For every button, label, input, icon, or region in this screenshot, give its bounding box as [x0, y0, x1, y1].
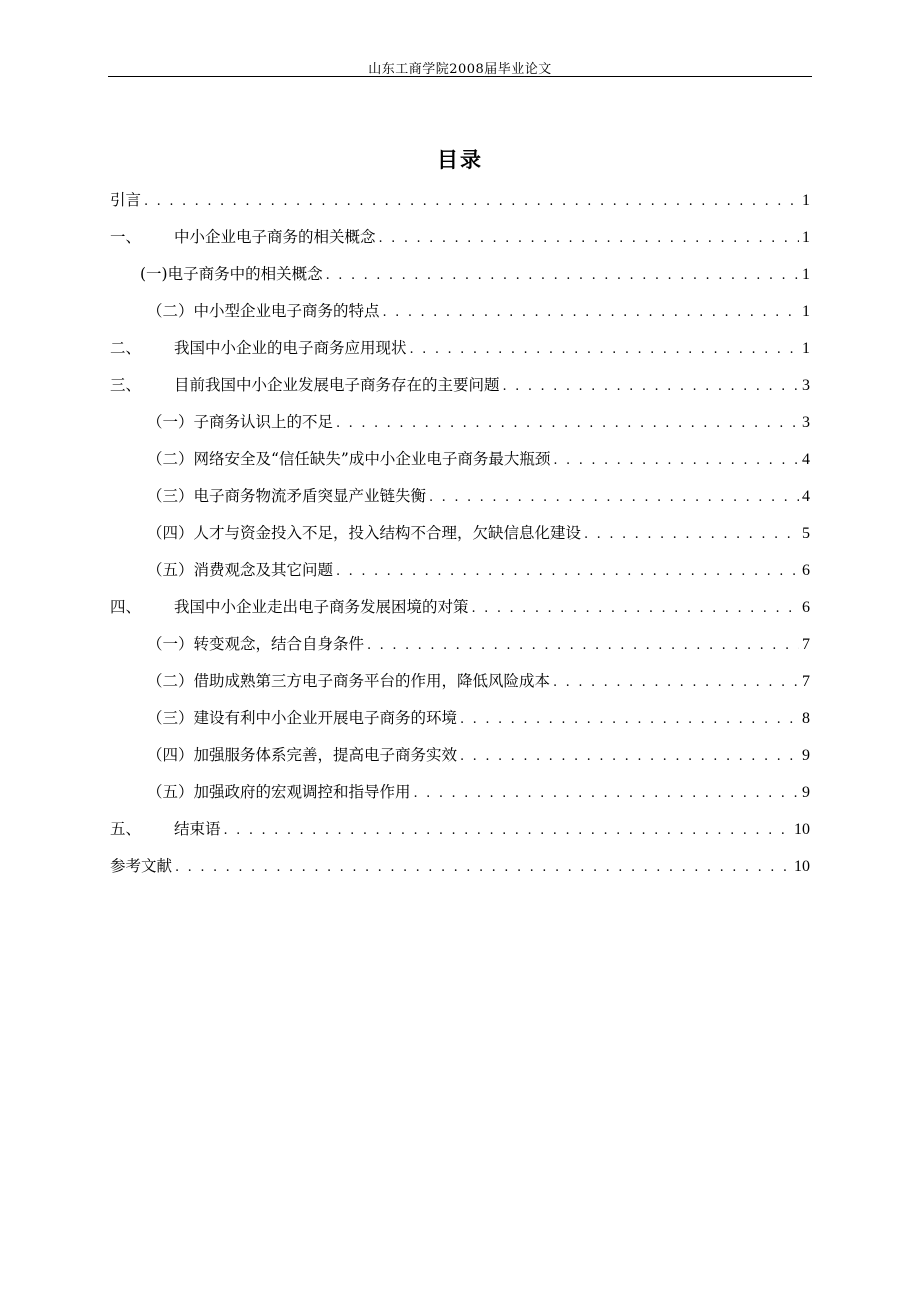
- toc-entry-text: （二）网络安全及“信任缺失”成中小企业电子商务最大瓶颈: [147, 450, 551, 468]
- header-divider: [108, 76, 812, 77]
- toc-page-number: 3: [802, 377, 810, 394]
- toc-page-number: 7: [802, 673, 810, 690]
- toc-entry-text: （四）加强服务体系完善，提高电子商务实效: [147, 746, 458, 764]
- toc-leader-dots: [460, 738, 799, 775]
- toc-entry-text: 我国中小企业的电子商务应用现状: [174, 339, 407, 357]
- toc-page-number: 5: [802, 525, 810, 542]
- toc-entry-section-1-1[interactable]: [110, 256, 810, 293]
- toc-page-number: 6: [802, 599, 810, 616]
- toc-leader-dots: [224, 812, 791, 849]
- toc-leader-dots: [379, 220, 799, 257]
- toc-leader-dots: [584, 516, 799, 553]
- toc-entry-chapter-5[interactable]: [110, 811, 810, 848]
- toc-entry-chapter-3[interactable]: [110, 367, 810, 404]
- toc-page-number: 3: [802, 414, 810, 431]
- toc-chapter-number: 五、: [110, 820, 142, 838]
- toc-leader-dots: [460, 701, 799, 738]
- toc-entry-text: 结束语: [174, 820, 221, 838]
- toc-leader-dots: [410, 331, 799, 368]
- toc-chapter-number: 四、: [110, 598, 142, 616]
- toc-entry-section-4-5[interactable]: [110, 774, 810, 811]
- toc-entry-text: （二）借助成熟第三方电子商务平台的作用，降低风险成本: [147, 672, 551, 690]
- toc-leader-dots: [336, 553, 799, 590]
- toc-entry-text: （五）加强政府的宏观调控和指导作用: [147, 783, 411, 801]
- toc-page-number: 10: [794, 858, 810, 875]
- toc-page-number: 6: [802, 562, 810, 579]
- toc-leader-dots: [336, 405, 799, 442]
- toc-page-number: 10: [794, 821, 810, 838]
- toc-page-number: 1: [802, 303, 810, 320]
- toc-entry-section-3-4[interactable]: [110, 515, 810, 552]
- toc-entry-section-4-2[interactable]: [110, 663, 810, 700]
- toc-page-number: 1: [802, 266, 810, 283]
- toc-page-number: 1: [802, 192, 810, 209]
- table-of-contents: [110, 182, 810, 885]
- toc-leader-dots: [383, 294, 799, 331]
- toc-entry-text: （三）建设有利中小企业开展电子商务的环境: [147, 709, 458, 727]
- toc-leader-dots: [326, 257, 799, 294]
- toc-entry-text: （一）转变观念，结合自身条件: [147, 635, 365, 653]
- toc-entry-references[interactable]: [110, 848, 810, 885]
- toc-leader-dots: [414, 775, 799, 812]
- toc-entry-section-3-3[interactable]: [110, 478, 810, 515]
- toc-entry-text: （四）人才与资金投入不足，投入结构不合理，欠缺信息化建设: [147, 524, 582, 542]
- toc-entry-section-3-1[interactable]: [110, 404, 810, 441]
- toc-entry-section-4-1[interactable]: [110, 626, 810, 663]
- toc-entry-text: （五）消费观念及其它问题: [147, 561, 334, 579]
- toc-leader-dots: [429, 479, 799, 516]
- toc-page-number: 4: [802, 451, 810, 468]
- toc-entry-section-4-3[interactable]: [110, 700, 810, 737]
- toc-entry-section-1-2[interactable]: [110, 293, 810, 330]
- toc-chapter-number: 一、: [110, 228, 142, 246]
- toc-chapter-number: 三、: [110, 376, 142, 394]
- toc-page-number: 7: [802, 636, 810, 653]
- toc-leader-dots: [553, 664, 799, 701]
- toc-page-number: 8: [802, 710, 810, 727]
- toc-entry-section-3-2[interactable]: [110, 441, 810, 478]
- toc-leader-dots: [472, 590, 799, 627]
- toc-entry-text: 参考文献: [110, 857, 173, 875]
- toc-entry-intro[interactable]: [110, 182, 810, 219]
- toc-leader-dots: [175, 849, 791, 886]
- toc-page-number: 1: [802, 229, 810, 246]
- toc-entry-chapter-4[interactable]: [110, 589, 810, 626]
- toc-heading: 目录: [437, 148, 483, 172]
- toc-leader-dots: [553, 442, 799, 479]
- toc-entry-chapter-2[interactable]: [110, 330, 810, 367]
- toc-page-number: 1: [802, 340, 810, 357]
- toc-entry-text: (一)电子商务中的相关概念: [140, 265, 323, 283]
- toc-entry-text: 目前我国中小企业发展电子商务存在的主要问题: [174, 376, 500, 394]
- toc-page-number: 9: [802, 784, 810, 801]
- toc-page-number: 4: [802, 488, 810, 505]
- page-header-title: 山东工商学院2008届毕业论文: [368, 62, 552, 77]
- toc-leader-dots: [503, 368, 799, 405]
- toc-chapter-number: 二、: [110, 339, 142, 357]
- toc-entry-text: 我国中小企业走出电子商务发展困境的对策: [174, 598, 469, 616]
- toc-leader-dots: [144, 183, 799, 220]
- toc-entry-chapter-1[interactable]: [110, 219, 810, 256]
- toc-entry-text: （三）电子商务物流矛盾突显产业链失衡: [147, 487, 427, 505]
- toc-entry-text: （二）中小型企业电子商务的特点: [147, 302, 380, 320]
- toc-entry-text: 中小企业电子商务的相关概念: [174, 228, 376, 246]
- toc-entry-text: （一）子商务认识上的不足: [147, 413, 334, 431]
- toc-leader-dots: [367, 627, 799, 664]
- toc-entry-section-4-4[interactable]: [110, 737, 810, 774]
- toc-page-number: 9: [802, 747, 810, 764]
- toc-entry-text: 引言: [110, 191, 142, 209]
- toc-entry-section-3-5[interactable]: [110, 552, 810, 589]
